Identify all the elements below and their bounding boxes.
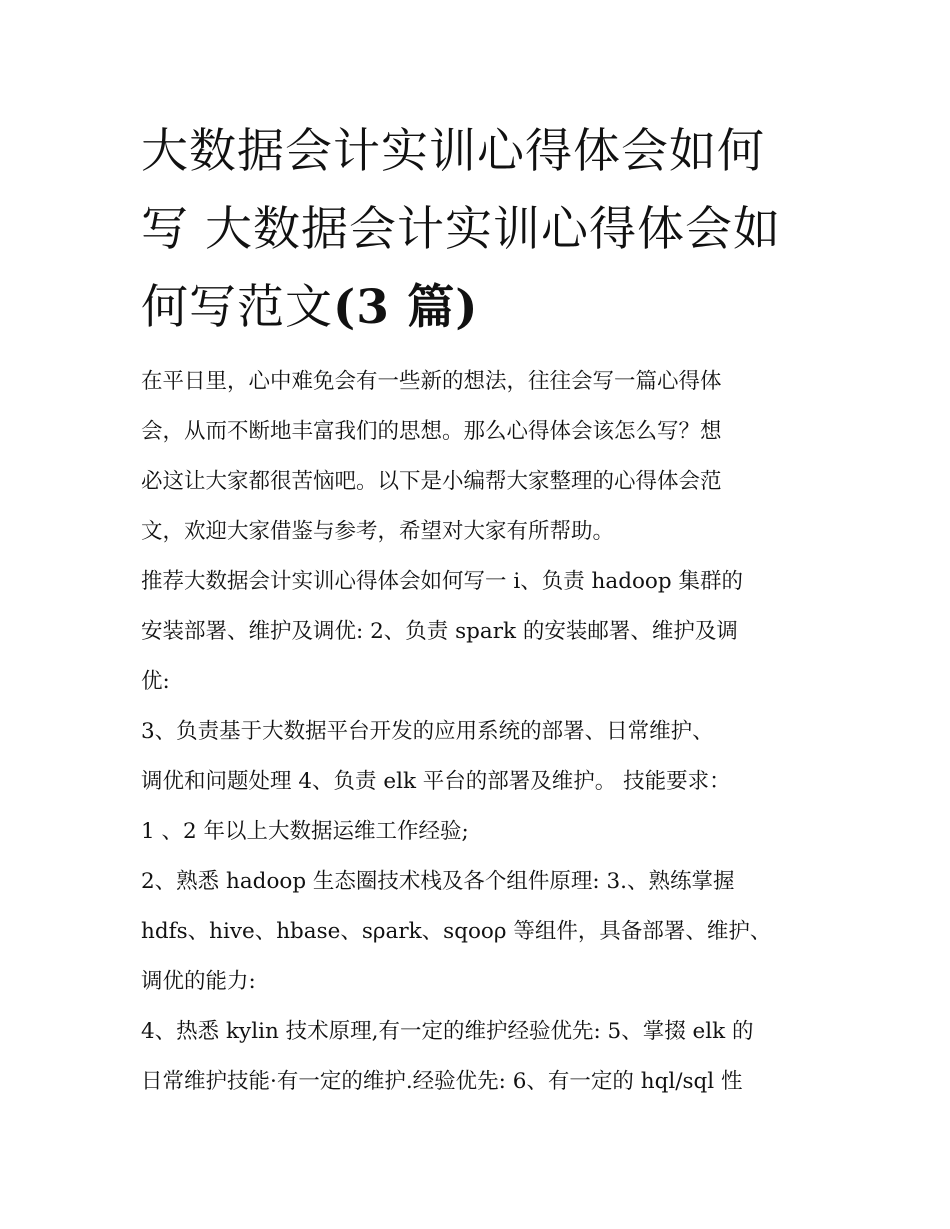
- title-line: 大数据会计实训心得体会如何: [141, 124, 765, 179]
- text-line: 1 、2 年以上大数据运维工作经验;: [141, 819, 469, 844]
- text-line: 推荐大数据会计实训心得体会如何写一 i、负责 hadoop 集群的: [141, 569, 743, 594]
- text-line: 3、负责基于大数据平台开发的应用系统的部署、日常维护、: [141, 719, 714, 744]
- title-line-last: [141, 269, 821, 347]
- text-line: 日常维护技能·有一定的维护.经验优先: 6、有一定的 hql/sql 性: [141, 1069, 743, 1094]
- text-line: 2、熟悉 hadoop 生态圈技术栈及各个组件原理: 3.、熟练掌握: [141, 869, 735, 894]
- title-line: 写 大数据会计实训心得体会如: [141, 202, 781, 257]
- paragraph-intro: [141, 357, 821, 557]
- paragraph-duties: [141, 557, 821, 707]
- paragraph-requirement-1: [141, 807, 821, 857]
- text-line: 调优和问题处理 4、负责 elk 平台的部署及维护。 技能要求：: [141, 769, 731, 794]
- text-line: 安装部署、维护及调优: 2、负责 spark 的安装邮署、维护及调: [141, 619, 738, 644]
- document-body: [141, 357, 821, 1107]
- title-line-text: 何写范文: [141, 280, 333, 335]
- text-line: 文，欢迎大家借鉴与参考，希望对大家有所帮助。: [141, 519, 615, 544]
- text-line: 优:: [141, 669, 170, 694]
- text-line: 4、热悉 kylin 技术原理,有一定的维护经验优先: 5、掌掇 elk 的: [141, 1019, 754, 1044]
- text-line: 在平日里，心中难免会有一些新的想法，往往会写一篇心得体: [141, 369, 722, 394]
- paragraph-requirement-2: [141, 857, 821, 1007]
- paragraph-duty-3: [141, 707, 821, 807]
- text-line: 调优的能力:: [141, 969, 256, 994]
- text-line: 必这让大家都很苦恼吧。以下是小编帮大家整理的心得体会范: [141, 469, 722, 494]
- document-title: [141, 113, 821, 347]
- text-line: hdfs、hive、hbase、sρark、sqooρ 等组件，具备部署、维护、: [141, 919, 772, 944]
- paragraph-requirement-4: [141, 1007, 821, 1107]
- text-line: 会，从而不断地丰富我们的思想。那么心得体会该怎么写？想: [141, 419, 722, 444]
- title-count: (3 篇): [333, 280, 479, 335]
